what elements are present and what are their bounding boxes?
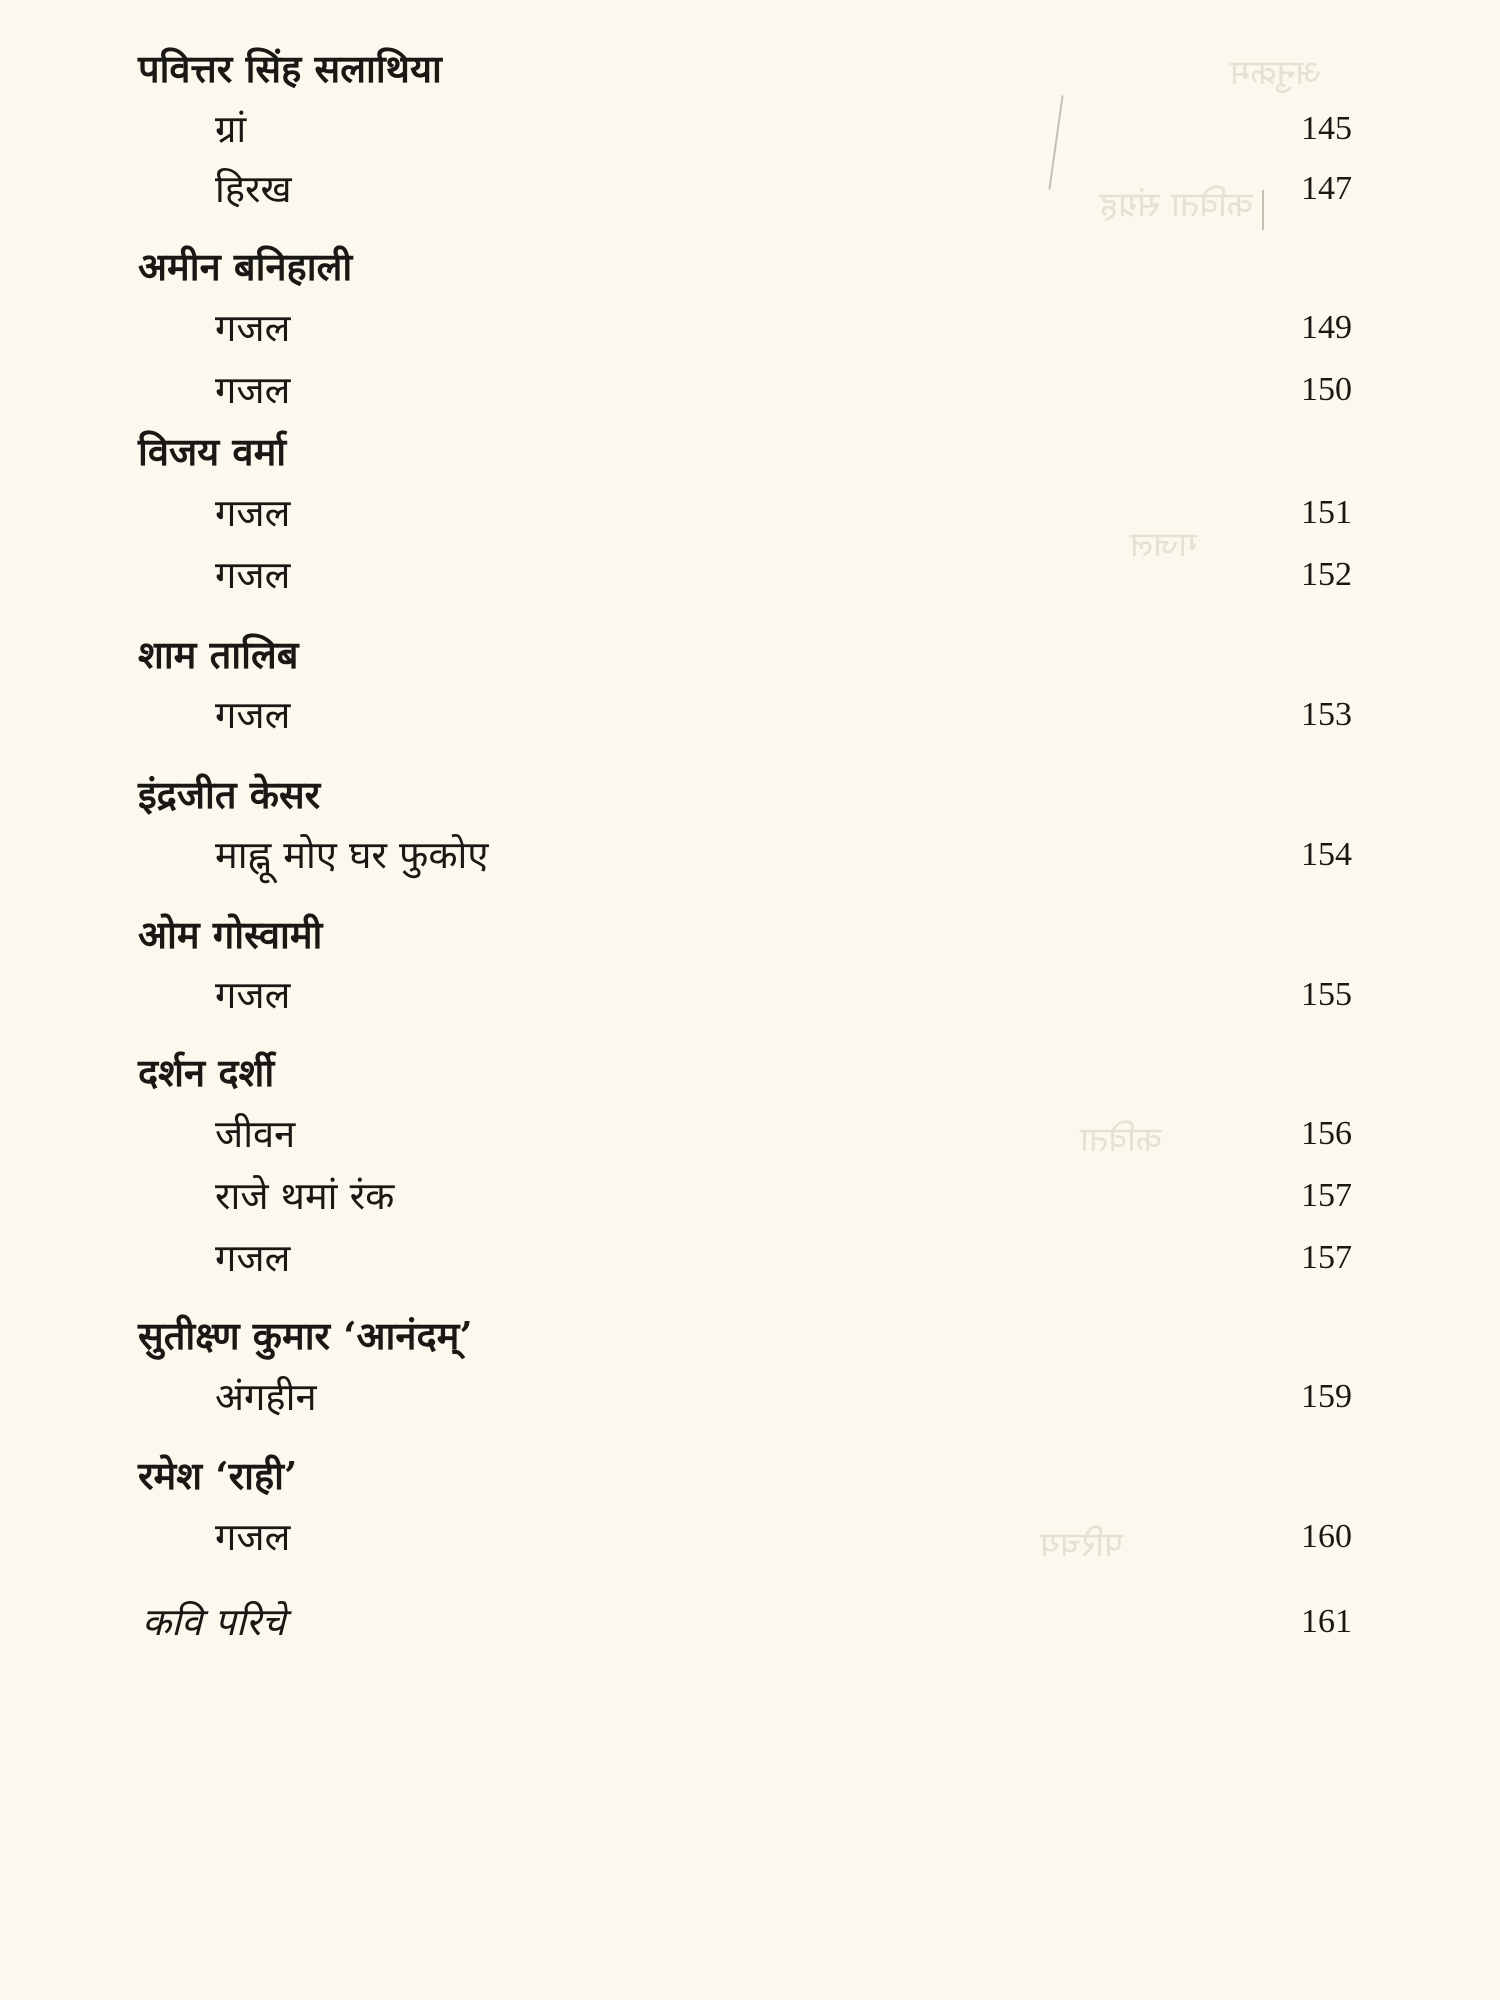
toc-author-row (0, 422, 1500, 482)
toc-entry-row (0, 1166, 1500, 1226)
page-number: 145 (1301, 110, 1352, 147)
page-number: 161 (1301, 1603, 1352, 1640)
toc-entry-row (0, 965, 1500, 1025)
toc-entry-row (0, 1104, 1500, 1164)
toc-author-row (0, 39, 1500, 99)
toc-entry-row (0, 99, 1500, 159)
poem-title: गजल (215, 693, 291, 737)
toc-entry-row (0, 298, 1500, 358)
bleed-through-text: गजल (1130, 525, 1198, 565)
page-number: 152 (1301, 556, 1352, 593)
poem-title: गजल (215, 368, 291, 412)
page-number: 153 (1301, 696, 1352, 733)
toc-entry-row (0, 1228, 1500, 1288)
poem-title: माह्नू मोए घर फुकोए (215, 833, 489, 877)
poem-title: गजल (215, 306, 291, 350)
toc-entry-row (0, 360, 1500, 420)
page-number: 154 (1301, 836, 1352, 873)
author-name: रमेश ‘राही’ (138, 1453, 298, 1498)
toc-entry-row (0, 825, 1500, 885)
poem-title: गजल (215, 973, 291, 1017)
author-name: दर्शन दर्शी (138, 1050, 275, 1095)
author-name: पवित्तर सिंह सलाथिया (138, 46, 442, 91)
page-number: 156 (1301, 1115, 1352, 1152)
bleed-through-text: परिचय (1040, 1525, 1124, 1565)
poem-title: ग्रां (215, 107, 247, 151)
toc-entry-row (0, 483, 1500, 543)
page-number: 157 (1301, 1177, 1352, 1214)
poem-title: गजल (215, 553, 291, 597)
poem-title: गजल (215, 1236, 291, 1280)
poem-title: राजे थमां रंक (215, 1174, 395, 1218)
toc-entry-row (0, 1367, 1500, 1427)
toc-entry-row (0, 1507, 1500, 1567)
author-name: इंद्रजीत केसर (138, 772, 321, 817)
page-number: 160 (1301, 1518, 1352, 1555)
toc-entry-row (0, 1592, 1500, 1652)
author-name: अमीन बनिहाली (138, 244, 353, 289)
toc-author-row (0, 1306, 1500, 1366)
toc-author-row (0, 625, 1500, 685)
bleed-through-text: कविता संग्रह (1100, 185, 1254, 225)
bleed-through-text: अनुक्रम (1230, 53, 1322, 93)
poet-biographies-title: कवि परिचे (142, 1600, 286, 1644)
author-name: विजय वर्मा (138, 429, 287, 474)
poem-title: अंगहीन (215, 1375, 317, 1419)
author-name: ओम गोस्वामी (138, 912, 323, 957)
poem-title: गजल (215, 491, 291, 535)
toc-entry-row (0, 159, 1500, 219)
toc-entry-row (0, 685, 1500, 745)
page-number: 147 (1301, 170, 1352, 207)
page-number: 157 (1301, 1239, 1352, 1276)
toc-entry-row (0, 545, 1500, 605)
poem-title: हिरख (215, 167, 292, 211)
toc-author-row (0, 237, 1500, 297)
page-number: 150 (1301, 371, 1352, 408)
toc-author-row (0, 1043, 1500, 1103)
author-name: सुतीक्ष्ण कुमार ‘आनंदम्’ (138, 1313, 473, 1358)
poem-title: गजल (215, 1515, 291, 1559)
author-name: शाम तालिब (138, 632, 299, 677)
page-number: 151 (1301, 494, 1352, 531)
toc-author-row (0, 1446, 1500, 1506)
toc-author-row (0, 905, 1500, 965)
poem-title: जीवन (215, 1112, 296, 1156)
page-number: 149 (1301, 309, 1352, 346)
toc-author-row (0, 765, 1500, 825)
bleed-through-text: कविता (1080, 1120, 1163, 1160)
page-number: 159 (1301, 1378, 1352, 1415)
page-number: 155 (1301, 976, 1352, 1013)
